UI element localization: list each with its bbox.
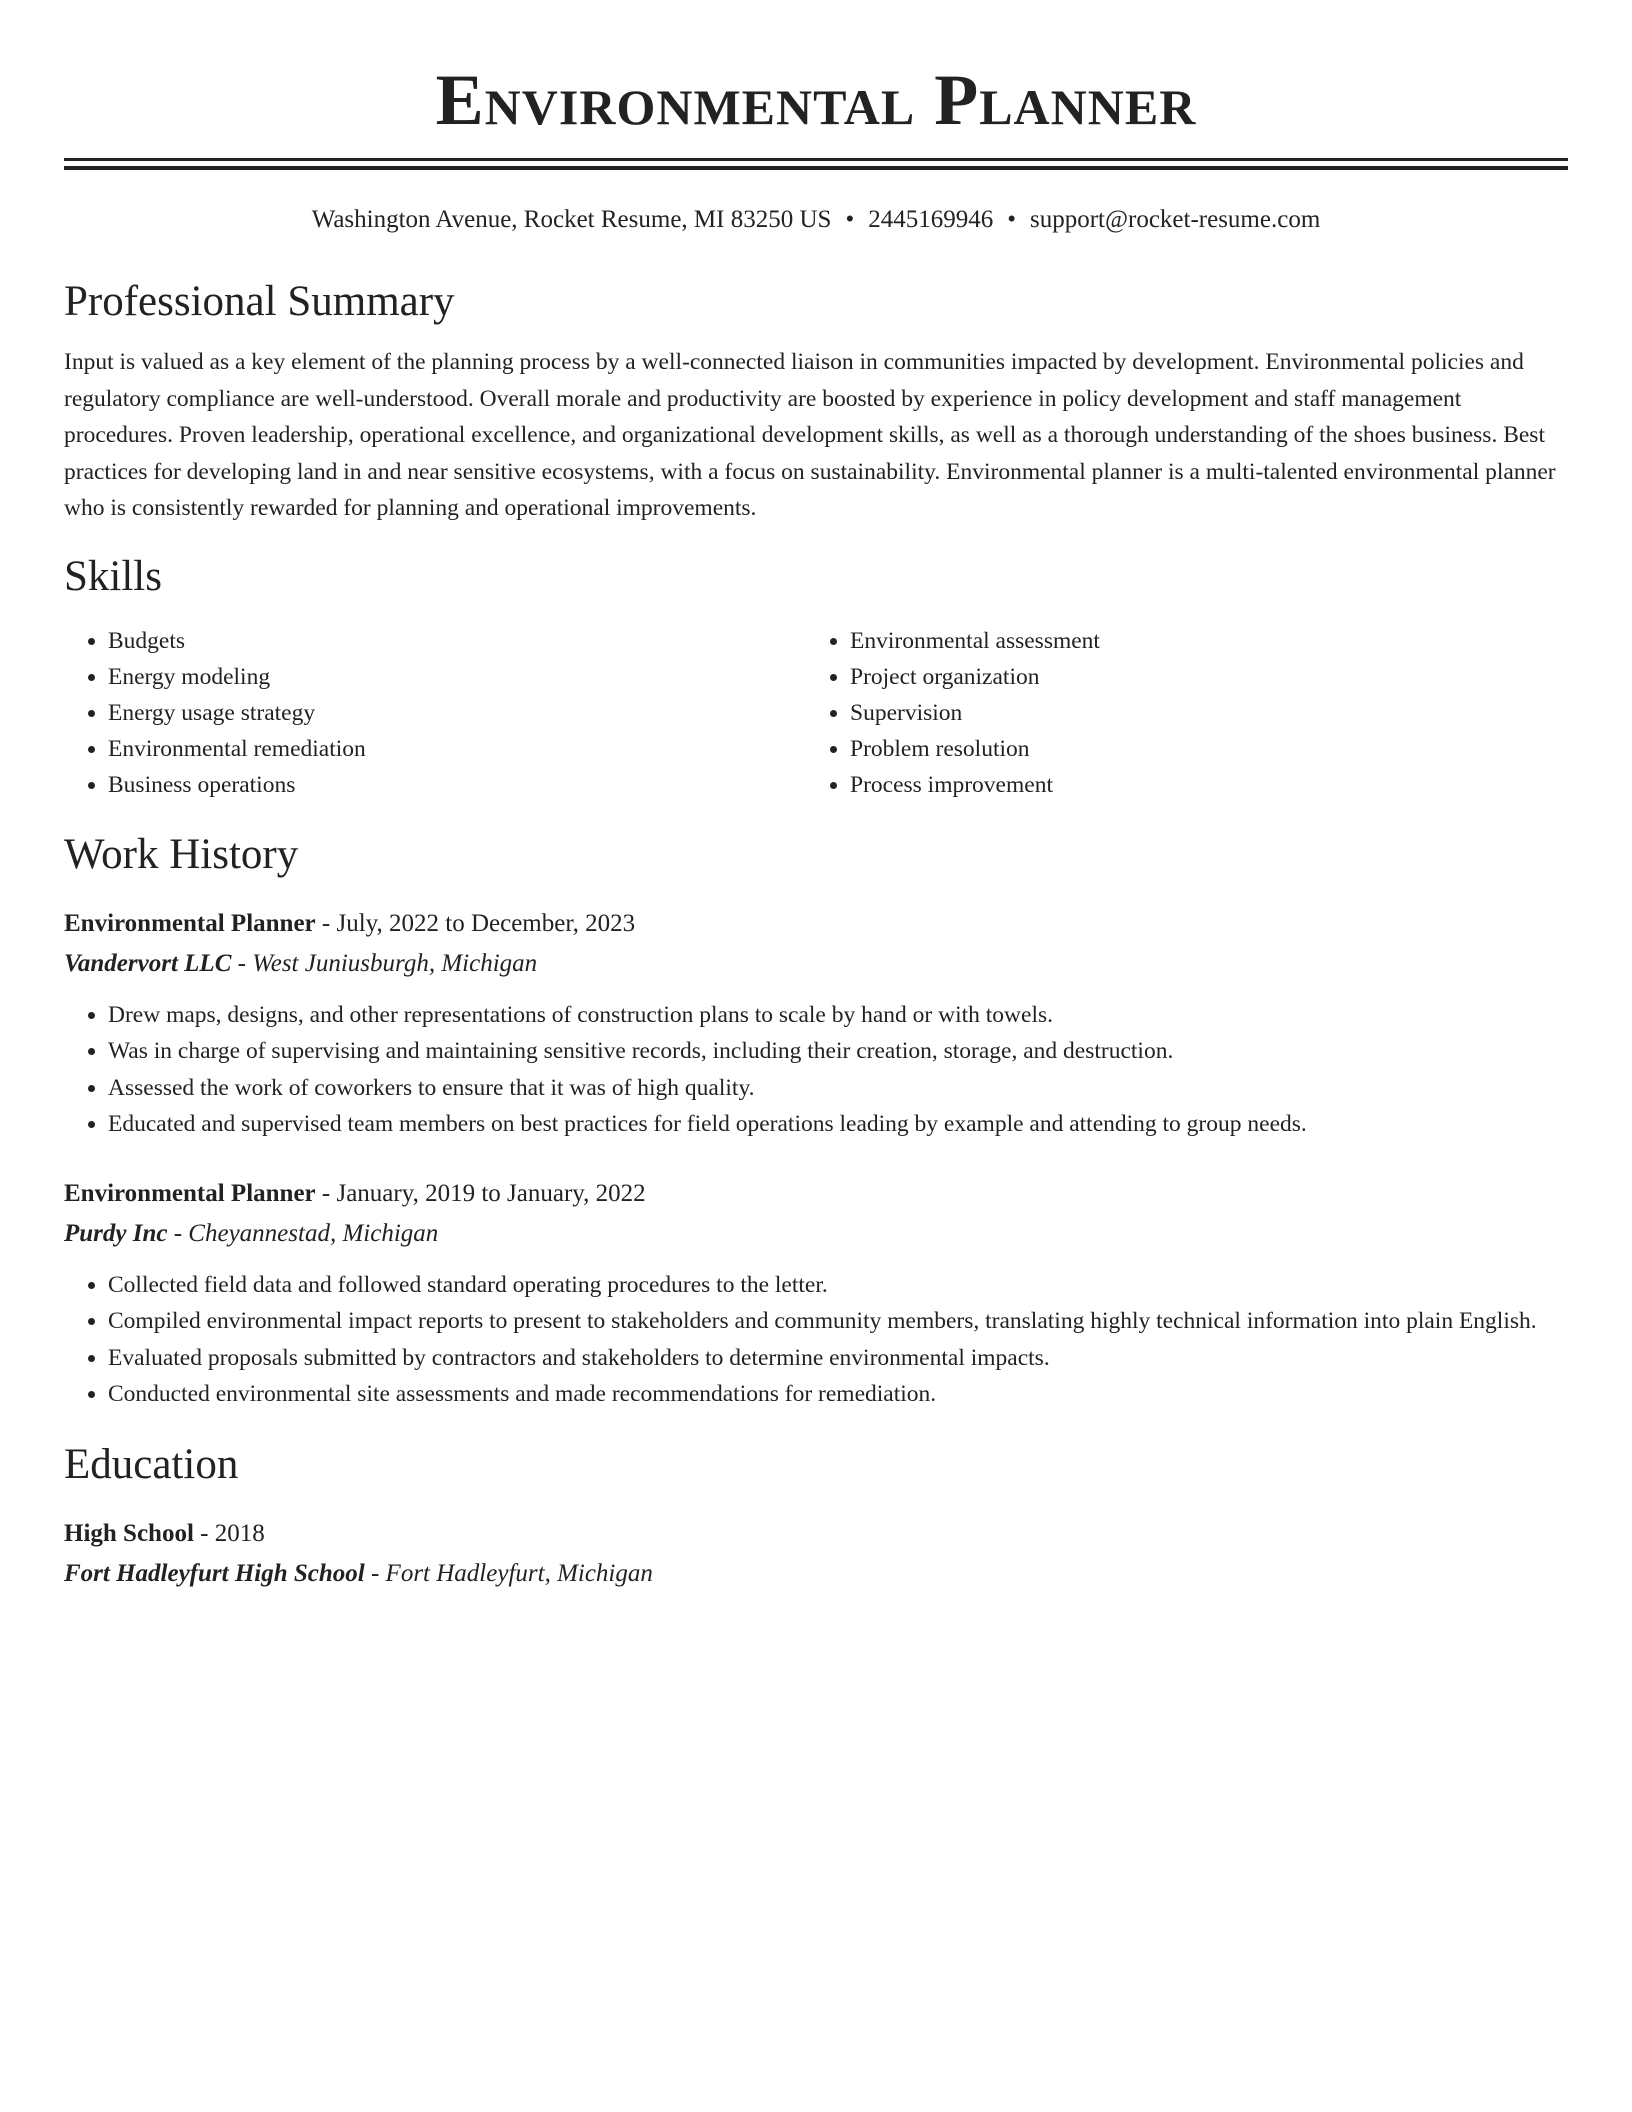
job-bullet: • Collected field data and followed standard operating procedures to the letter. <box>108 1267 1568 1304</box>
skills-list-right <box>806 623 1548 803</box>
job-role: Environmental Planner <box>64 909 316 937</box>
skill-item: • Environmental remediation <box>108 731 806 767</box>
job-employer <box>64 945 1568 983</box>
education-school-line <box>64 1555 1568 1593</box>
skill-item: • Budgets <box>108 623 806 659</box>
section-title-education: Education <box>64 1440 239 1488</box>
education-location: - Fort Hadleyfurt, Michigan <box>364 1559 653 1587</box>
header-rule-thick <box>64 166 1568 170</box>
contact-address: Washington Avenue, Rocket Resume, MI 83250 US <box>311 206 832 233</box>
job-bullet: • Assessed the work of coworkers to ensure that it was of high quality. <box>108 1070 1568 1107</box>
skill-item: • Supervision <box>850 695 1548 731</box>
job-location: - West Juniusburgh, Michigan <box>231 949 538 977</box>
job-company: Purdy Inc <box>64 1219 168 1247</box>
job-header <box>64 1175 1568 1213</box>
header-rule-thin <box>64 158 1568 161</box>
job-company: Vandervort LLC <box>64 949 232 977</box>
job-bullet: • Drew maps, designs, and other representations of construction plans to scale by hand or with towels. <box>108 997 1568 1034</box>
job-entry <box>64 1175 1568 1413</box>
job-bullets <box>64 1267 1568 1413</box>
skill-item: • Energy modeling <box>108 659 806 695</box>
job-bullet: • Conducted environmental site assessments and made recommendations for remediation. <box>108 1376 1568 1413</box>
skills-grid <box>64 623 1568 803</box>
job-dates: - July, 2022 to December, 2023 <box>315 909 636 937</box>
contact-separator: • <box>1007 206 1016 233</box>
education-year: - 2018 <box>193 1519 265 1547</box>
skill-item: • Business operations <box>108 767 806 803</box>
resume-name: Environmental Planner <box>435 60 1197 140</box>
education-school: Fort Hadleyfurt High School <box>64 1559 365 1587</box>
job-bullet: • Evaluated proposals submitted by contractors and stakeholders to determine environmental impacts. <box>108 1340 1568 1377</box>
job-bullets <box>64 997 1568 1143</box>
education-degree: High School <box>64 1519 194 1547</box>
section-title-work-history: Work History <box>64 830 299 878</box>
section-title-skills: Skills <box>64 552 162 600</box>
contact-line <box>64 204 1568 236</box>
job-bullet: • Educated and supervised team members on best practices for field operations leading by example and attending to group needs. <box>108 1106 1568 1143</box>
skill-item: • Project organization <box>850 659 1548 695</box>
header-double-rule <box>64 158 1568 170</box>
skill-item: • Problem resolution <box>850 731 1548 767</box>
job-role: Environmental Planner <box>64 1179 316 1207</box>
contact-phone: 2445169946 <box>868 206 994 233</box>
education-header <box>64 1515 1568 1553</box>
job-bullet: • Compiled environmental impact reports to present to stakeholders and community members, translating highly technical information into plain English. <box>108 1303 1568 1340</box>
job-bullet: • Was in charge of supervising and maintaining sensitive records, including their creation, storage, and destruction. <box>108 1033 1568 1070</box>
skill-item: • Environmental assessment <box>850 623 1548 659</box>
contact-separator: • <box>845 206 855 233</box>
job-dates: - January, 2019 to January, 2022 <box>315 1179 646 1207</box>
job-location: - Cheyannestad, Michigan <box>167 1219 439 1247</box>
skills-list-left <box>64 623 806 803</box>
job-entry <box>64 905 1568 1143</box>
summary-text: Input is valued as a key element of the planning process by a well-connected liaison in communities impacted by development. Environmental policies and regulatory compliance are well-understood. Overall morale and productivity are boosted by experience in policy development and staff management procedures. Proven leadership, operational excellence, and organizational development skills, as well as a thorough understanding of the shoes business. Best practices for developing land in and near sensitive ecosystems, with a focus on sustainability. Environmental planner is a multi-talented environmental planner who is consistently rewarded for planning and operational improvements. <box>64 349 1556 521</box>
skill-item: • Energy usage strategy <box>108 695 806 731</box>
contact-email: support@rocket-resume.com <box>1029 206 1321 233</box>
section-title-summary: Professional Summary <box>64 278 455 325</box>
job-header <box>64 905 1568 943</box>
skill-item: • Process improvement <box>850 767 1548 803</box>
job-employer <box>64 1215 1568 1253</box>
